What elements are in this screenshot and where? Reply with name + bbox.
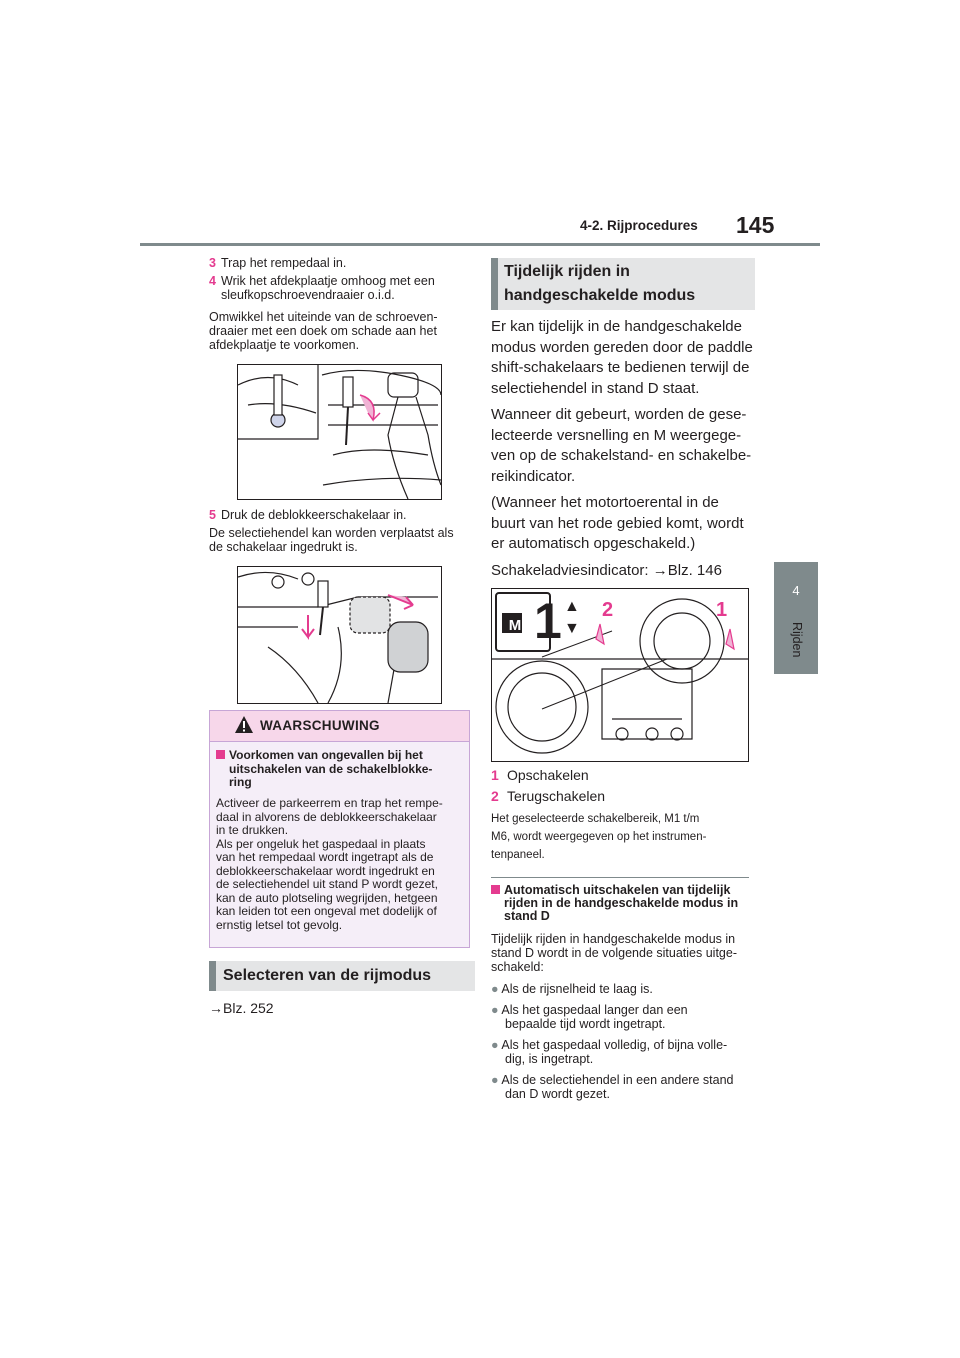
circle-bullet-icon: ●	[491, 1038, 499, 1052]
circle-bullet-icon: ●	[491, 1003, 499, 1017]
label-upshift: 1	[716, 599, 728, 621]
figure-cover-removal	[237, 364, 442, 500]
auto-cancel-intro: Tijdelijk rijden in handgeschakelde modus in stand D wordt in de volgende situaties uitge- schakeld:	[491, 932, 737, 974]
section-title: 4-2. Rijprocedures	[580, 218, 698, 233]
section-heading-manual-mode: Tijdelijk rijden in handgeschakelde modus	[491, 258, 755, 310]
warning-icon	[234, 715, 254, 735]
bullet-2: ● Als het gaspedaal langer dan een bepaalde tijd wordt ingetrapt.	[491, 1003, 688, 1031]
figure-paddle-shift	[491, 588, 749, 762]
shift-indicator-reference[interactable]: Schakeladviesindicator: →Blz. 146	[491, 561, 722, 579]
warning-title: WAARSCHUWING	[260, 718, 380, 733]
circle-bullet-icon: ●	[491, 1073, 499, 1087]
down-arrow-icon: ▼	[564, 620, 580, 637]
bullet-4: ● Als de selectiehendel in een andere stand dan D wordt gezet.	[491, 1073, 734, 1101]
chapter-label: Rijden	[790, 622, 804, 658]
divider	[491, 877, 749, 878]
square-bullet-icon	[216, 750, 225, 759]
label-downshift: 2	[602, 599, 614, 621]
bullet-1: ● Als de rijsnelheid te laag is.	[491, 982, 653, 996]
warning-subtitle: Voorkomen van ongevallen bij het uitschakelen van de schakelblokke- ring	[216, 749, 432, 790]
page-reference[interactable]: →Blz. 252	[209, 1000, 274, 1016]
chapter-tab	[774, 562, 818, 674]
step-5: 5 Druk de deblokkeerschakelaar in.	[209, 508, 407, 522]
warning-box	[209, 710, 470, 948]
legend-downshift: 2 Terugschakelen	[491, 788, 606, 804]
legend-upshift: 1 Opschakelen	[491, 767, 589, 783]
step-5-note: De selectiehendel kan worden verplaatst als de schakelaar ingedrukt is.	[209, 526, 454, 554]
step-3: 3 Trap het rempedaal in.	[209, 256, 347, 270]
section-heading-drive-mode: Selecteren van de rijmodus	[209, 961, 475, 991]
square-bullet-icon	[491, 885, 500, 894]
figure-paddle-shift-drawing	[492, 589, 748, 761]
warning-body: Activeer de parkeerrem en trap het rempe- daal in alvorens de deblokkeerschakelaar in te drukken. Als per ongeluk het gaspedaal in plaats van het rempedaal wordt ingetrapt als de deblokkeerschakelaar wordt ingedrukt en de selectiehendel uit stand P wordt gezet, kan de auto plotseling wegrijden, hetgeen kan leiden tot een ongeval met dodelijk of ernstig letsel tot gevolg.	[216, 796, 443, 932]
circle-bullet-icon: ●	[491, 982, 499, 996]
manual-mode-body: Er kan tijdelijk in de handgeschakelde modus worden gereden door de paddle shift-schakelaars te bedienen terwijl de selectiehendel in stand D staat. Wanneer dit gebeurt, worden de gese- lecteerde versnelling en M weergege- ven op de schakelstand- en schakelbe- reikindicator. (Wanneer het motortoerental in de buurt van het rode gebied komt, wordt er automatisch opgeschakeld.) Schakeladviesindicator: →Blz. 146	[491, 317, 753, 581]
step-4: 4 Wrik het afdekplaatje omhoog met een sleufkopschroevendraaier o.i.d.	[209, 274, 435, 302]
figure-release-button-drawing	[238, 567, 441, 703]
figure-caption: Het geselecteerde schakelbereik, M1 t/m M6, wordt weergegeven op het instrumen- tenpaneel.	[491, 813, 707, 861]
manual-mode-badge: M	[508, 617, 522, 634]
auto-cancel-heading: Automatisch uitschakelen van tijdelijk rijden in de handgeschakelde modus in stand D	[491, 884, 738, 923]
page-number: 145	[736, 212, 775, 238]
bullet-3: ● Als het gaspedaal volledig, of bijna volle- dig, is ingetrapt.	[491, 1038, 728, 1066]
figure-release-button	[237, 566, 442, 704]
header-rule	[140, 243, 820, 246]
figure-cover-removal-drawing	[238, 365, 441, 499]
warning-header	[210, 711, 469, 742]
step-4-note: Omwikkel het uiteinde van de schroeven- draaier met een doek om schade aan het afdekplaatje te voorkomen.	[209, 310, 438, 352]
gear-indicator: 1	[534, 593, 562, 649]
up-arrow-icon: ▲	[564, 598, 580, 615]
chapter-number: 4	[792, 583, 800, 598]
